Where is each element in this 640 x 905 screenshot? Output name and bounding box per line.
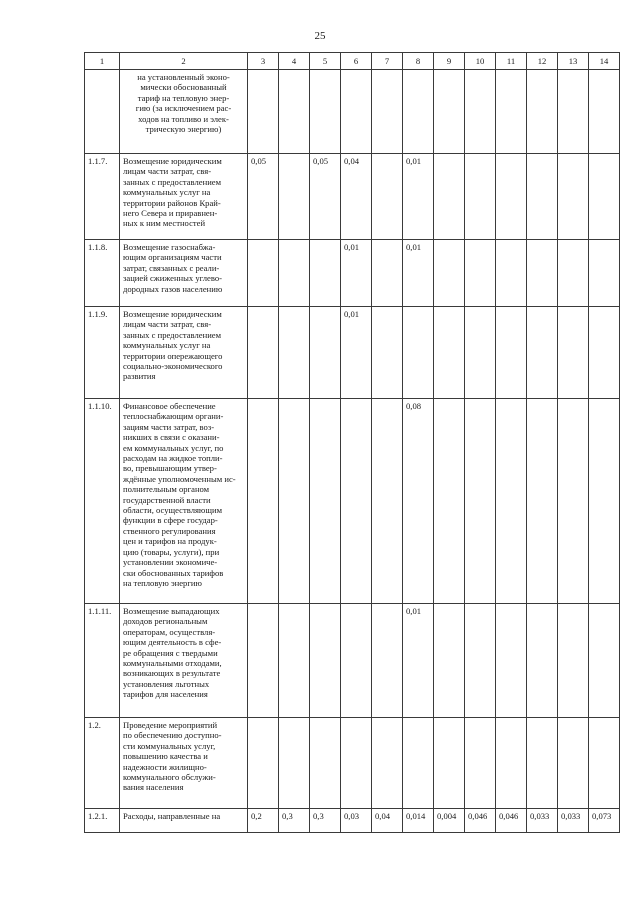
description-line: сти коммунальных услуг, [123, 740, 216, 751]
header-cell: 14 [589, 53, 620, 70]
value-cell [372, 70, 403, 154]
value-cell [558, 70, 589, 154]
value-cell [465, 70, 496, 154]
row-code: 1.1.9. [85, 307, 120, 399]
value-cell: 0,04 [372, 809, 403, 833]
value-cell [248, 718, 279, 809]
description-line: ждённые уполномоченным ис- [123, 473, 236, 484]
description-line: во, превышающим утвер- [123, 463, 217, 474]
value-cell [496, 70, 527, 154]
value-cell [527, 307, 558, 399]
value-cell: 0,05 [310, 154, 341, 240]
description-line: ственного регулирования [123, 525, 216, 536]
value-cell [496, 154, 527, 240]
description-line: надежности жилищно- [123, 761, 207, 772]
description-line: функции в сфере государ- [123, 515, 218, 526]
value-cell [527, 154, 558, 240]
value-cell [527, 718, 558, 809]
header-cell: 9 [434, 53, 465, 70]
header-cell: 5 [310, 53, 341, 70]
value-cell: 0,2 [248, 809, 279, 833]
description-line: занных с предоставлением [123, 329, 222, 340]
description-line: ре обращения с твердыми [123, 647, 218, 658]
value-cell [372, 718, 403, 809]
value-cell [279, 240, 310, 307]
value-cell: 0,04 [341, 154, 372, 240]
value-cell: 0,3 [310, 809, 341, 833]
description-line: Возмещение выпадающих [123, 606, 220, 616]
description-line: гию (за исключением рас- [135, 103, 232, 114]
value-cell [341, 399, 372, 604]
value-cell [372, 154, 403, 240]
description-line: занных с предоставлением [123, 176, 222, 187]
value-cell [372, 240, 403, 307]
value-cell [496, 399, 527, 604]
description-line: Финансовое обеспечение [123, 401, 216, 411]
value-cell [403, 307, 434, 399]
value-cell [310, 70, 341, 154]
row-code: 1.1.7. [85, 154, 120, 240]
value-cell [434, 399, 465, 604]
description-line: на установленный эконо- [137, 72, 230, 82]
value-cell [527, 240, 558, 307]
header-row [85, 53, 620, 70]
description-line: ющим организациям части [123, 252, 222, 263]
value-cell: 0,014 [403, 809, 434, 833]
description-line: дородных газов населению [123, 283, 223, 294]
value-cell [279, 718, 310, 809]
header-cell: 11 [496, 53, 527, 70]
value-cell [279, 399, 310, 604]
value-cell [465, 718, 496, 809]
description-line: коммунального обслужи- [123, 772, 216, 783]
value-cell [465, 399, 496, 604]
value-cell [589, 154, 620, 240]
value-cell [248, 70, 279, 154]
value-cell [434, 154, 465, 240]
description-line: зациям части затрат, воз- [123, 421, 215, 432]
value-cell [496, 718, 527, 809]
value-cell [310, 240, 341, 307]
page-number: 25 [314, 30, 326, 42]
row-code: 1.2.1. [85, 809, 120, 833]
value-cell: 0,033 [527, 809, 558, 833]
description-line: государственной власти [123, 494, 211, 505]
value-cell [341, 604, 372, 718]
value-cell [279, 154, 310, 240]
value-cell [527, 604, 558, 718]
description-line: установления льготных [123, 678, 210, 689]
value-cell: 0,01 [403, 154, 434, 240]
row-description [120, 718, 248, 809]
value-cell [248, 604, 279, 718]
row-code [85, 70, 120, 154]
value-cell [589, 604, 620, 718]
row-description [120, 399, 248, 604]
row-code: 1.1.11. [85, 604, 120, 718]
value-cell [465, 604, 496, 718]
description-line: Расходы, направленные на [123, 811, 221, 821]
budget-table [84, 52, 620, 833]
description-line: коммунальных услуг на [123, 187, 211, 198]
description-line: расходам на жидкое топли- [123, 453, 223, 464]
value-cell [496, 307, 527, 399]
value-cell [279, 307, 310, 399]
header-cell: 4 [279, 53, 310, 70]
description-line: трическую энергию) [145, 124, 222, 135]
value-cell: 0,03 [341, 809, 372, 833]
value-cell: 0,08 [403, 399, 434, 604]
description-line: ходов на топливо и элек- [138, 113, 229, 124]
description-line: Возмещение газоснабжа- [123, 242, 216, 252]
description-line: никших в связи с оказани- [123, 432, 220, 443]
description-line: Проведение мероприятий [123, 720, 218, 730]
header-cell: 13 [558, 53, 589, 70]
description-line: развития [123, 371, 156, 382]
value-cell [310, 307, 341, 399]
description-line: доходов региональным [123, 616, 208, 627]
value-cell [589, 399, 620, 604]
description-line: Возмещение юридическим [123, 309, 222, 319]
value-cell: 0,004 [434, 809, 465, 833]
row-description [120, 604, 248, 718]
value-cell [310, 718, 341, 809]
value-cell [434, 70, 465, 154]
header-cell: 12 [527, 53, 558, 70]
value-cell [465, 307, 496, 399]
header-cell: 1 [85, 53, 120, 70]
value-cell [403, 70, 434, 154]
description-line: территории районов Край- [123, 197, 221, 208]
value-cell [372, 307, 403, 399]
row-description [120, 70, 248, 154]
description-line: ем коммунальных услуг, по [123, 442, 224, 453]
value-cell [248, 240, 279, 307]
value-cell [341, 70, 372, 154]
description-line: полнительным органом [123, 484, 210, 495]
value-cell [310, 399, 341, 604]
value-cell: 0,05 [248, 154, 279, 240]
value-cell [341, 718, 372, 809]
description-line: мически обоснованный [140, 82, 227, 93]
value-cell: 0,046 [465, 809, 496, 833]
description-line: цен и тарифов на продук- [123, 536, 217, 547]
value-cell [310, 604, 341, 718]
value-cell [465, 240, 496, 307]
value-cell [434, 240, 465, 307]
table-row [85, 604, 620, 718]
description-line: коммунальных услуг на [123, 340, 211, 351]
value-cell [372, 399, 403, 604]
value-cell [403, 718, 434, 809]
header-cell: 6 [341, 53, 372, 70]
table-body [85, 70, 620, 833]
description-line: Возмещение юридическим [123, 156, 222, 166]
value-cell [558, 154, 589, 240]
description-line: ски обоснованных тарифов [123, 567, 224, 578]
value-cell [248, 399, 279, 604]
description-line: тариф на тепловую энер- [137, 92, 230, 103]
description-line: цию (товары, услуги), при [123, 546, 220, 557]
row-code: 1.2. [85, 718, 120, 809]
description-line: него Севера и приравнен- [123, 208, 218, 219]
description-line: ющим деятельность в сфе- [123, 637, 222, 648]
value-cell: 0,073 [589, 809, 620, 833]
value-cell [558, 718, 589, 809]
value-cell [496, 604, 527, 718]
value-cell [496, 240, 527, 307]
value-cell [248, 307, 279, 399]
header-cell: 8 [403, 53, 434, 70]
value-cell: 0,046 [496, 809, 527, 833]
description-line: возникающих в результате [123, 668, 221, 679]
description-line: повышению качества и [123, 751, 208, 762]
row-code: 1.1.10. [85, 399, 120, 604]
description-line: территории опережающего [123, 350, 223, 361]
table-row [85, 809, 620, 833]
description-line: зацией сжиженных углево- [123, 273, 223, 284]
value-cell [589, 718, 620, 809]
table-row [85, 307, 620, 399]
value-cell: 0,01 [341, 307, 372, 399]
description-line: затрат, связанных с реали- [123, 262, 220, 273]
table-row [85, 718, 620, 809]
description-line: по обеспечению доступно- [123, 730, 222, 741]
value-cell [558, 604, 589, 718]
header-cell: 2 [120, 53, 248, 70]
value-cell: 0,3 [279, 809, 310, 833]
description-line: тарифов для населения [123, 689, 208, 700]
header-cell: 10 [465, 53, 496, 70]
value-cell [465, 154, 496, 240]
value-cell [372, 604, 403, 718]
row-description [120, 240, 248, 307]
value-cell [558, 240, 589, 307]
value-cell [434, 307, 465, 399]
description-line: лицам части затрат, свя- [123, 319, 212, 330]
description-line: социально-экономического [123, 361, 223, 372]
value-cell [434, 604, 465, 718]
value-cell [589, 307, 620, 399]
row-code: 1.1.8. [85, 240, 120, 307]
value-cell: 0,01 [403, 240, 434, 307]
description-line: на тепловую энергию [123, 577, 202, 588]
description-line: теплоснабжающим органи- [123, 411, 224, 422]
description-line: лицам части затрат, свя- [123, 166, 212, 177]
header-cell: 7 [372, 53, 403, 70]
table-row [85, 399, 620, 604]
value-cell [558, 307, 589, 399]
header-cell: 3 [248, 53, 279, 70]
value-cell: 0,033 [558, 809, 589, 833]
description-line: установлении экономиче- [123, 557, 218, 568]
table-row [85, 154, 620, 240]
row-description [120, 307, 248, 399]
description-line: коммунальными отходами, [123, 658, 222, 669]
description-line: вания населения [123, 782, 184, 793]
table-row [85, 240, 620, 307]
value-cell [527, 399, 558, 604]
value-cell [558, 399, 589, 604]
description-line: операторам, осуществля- [123, 626, 216, 637]
value-cell: 0,01 [341, 240, 372, 307]
description-line: области, осуществляющим [123, 505, 223, 516]
value-cell [279, 604, 310, 718]
value-cell [589, 70, 620, 154]
row-description [120, 809, 248, 833]
value-cell [589, 240, 620, 307]
row-description [120, 154, 248, 240]
value-cell: 0,01 [403, 604, 434, 718]
table-row [85, 70, 620, 154]
value-cell [527, 70, 558, 154]
value-cell [434, 718, 465, 809]
value-cell [279, 70, 310, 154]
description-line: ных к ним местностей [123, 218, 206, 229]
